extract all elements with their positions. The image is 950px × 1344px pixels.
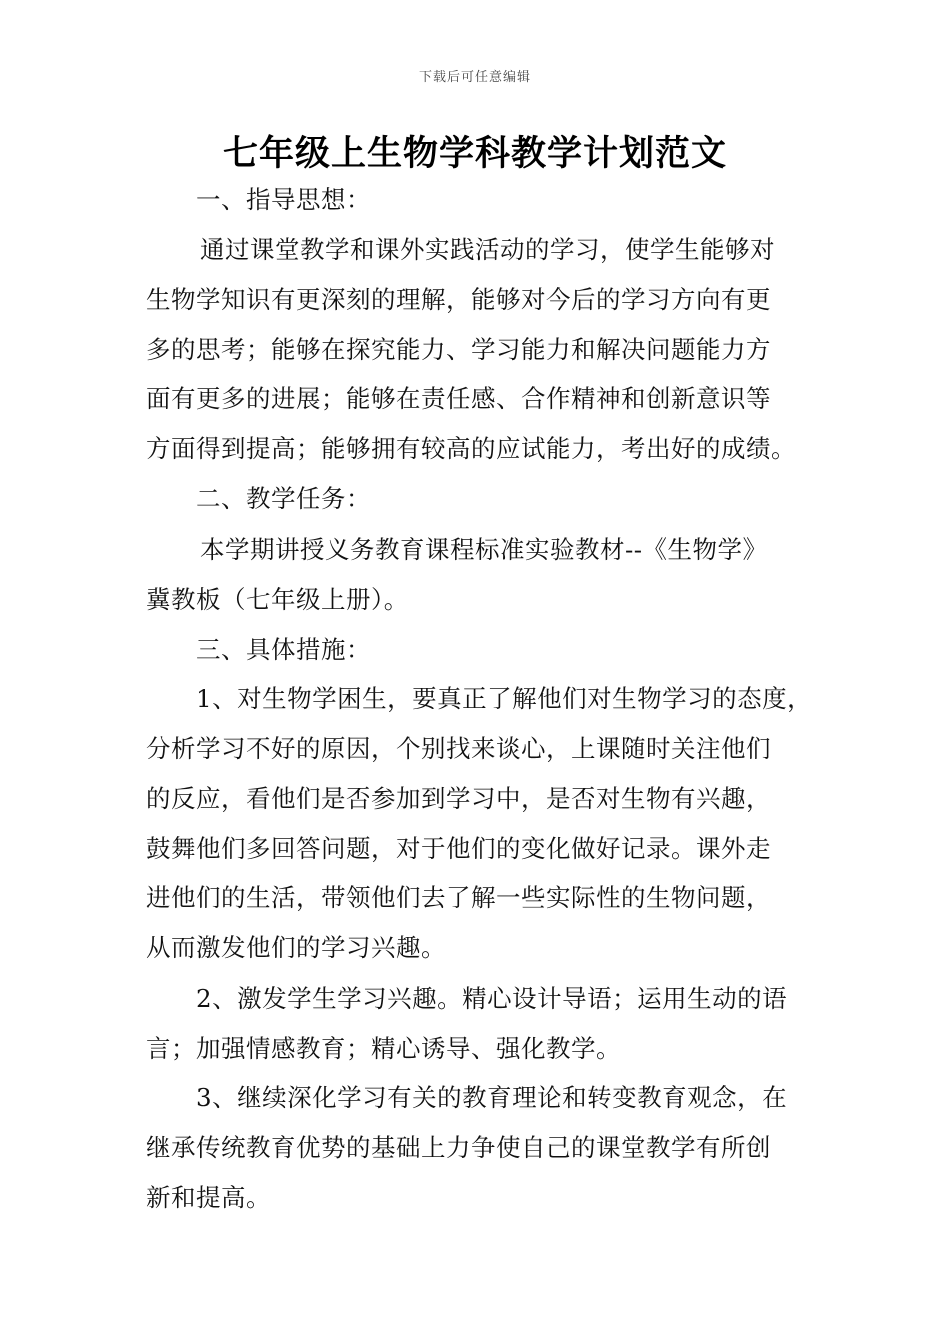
paragraph-line: 新和提高。 [146, 1183, 271, 1212]
paragraph-line: 冀教板（七年级上册）。 [146, 585, 409, 614]
paragraph-line: 继承传统教育优势的基础上力争使自己的课堂教学有所创 [146, 1133, 771, 1162]
paragraph-line: 3、继续深化学习有关的教育理论和转变教育观念，在 [196, 1083, 788, 1112]
section-heading-teaching-tasks: 二、教学任务： [196, 484, 371, 513]
paragraph-line: 从而激发他们的学习兴趣。 [146, 933, 446, 962]
paragraph-line: 多的思考；能够在探究能力、学习能力和解决问题能力方 [146, 335, 771, 364]
paragraph-line: 方面得到提高；能够拥有较高的应试能力，考出好的成绩。 [146, 434, 796, 463]
paragraph-line: 1、对生物学困生，要真正了解他们对生物学习的态度， [196, 684, 813, 713]
paragraph-line: 本学期讲授义务教育课程标准实验教材--《生物学》 [200, 535, 768, 564]
paragraph-line: 进他们的生活，带领他们去了解一些实际性的生物问题， [146, 883, 771, 912]
paragraph-line: 分析学习不好的原因，个别找来谈心，上课随时关注他们 [146, 734, 771, 763]
section-heading-guiding-ideology: 一、指导思想： [196, 185, 371, 214]
paragraph-line: 通过课堂教学和课外实践活动的学习，使学生能够对 [200, 235, 775, 264]
paragraph-line: 生物学知识有更深刻的理解，能够对今后的学习方向有更 [146, 285, 771, 314]
paragraph-line: 的反应，看他们是否参加到学习中，是否对生物有兴趣， [146, 784, 771, 813]
paragraph-line: 2、激发学生学习兴趣。精心设计导语；运用生动的语 [196, 984, 788, 1013]
section-heading-measures: 三、具体措施： [196, 635, 371, 664]
paragraph-line: 面有更多的进展；能够在责任感、合作精神和创新意识等 [146, 384, 771, 413]
document-title: 七年级上生物学科教学计划范文 [222, 133, 727, 174]
paragraph-line: 言；加强情感教育；精心诱导、强化教学。 [146, 1034, 621, 1063]
paragraph-line: 鼓舞他们多回答问题，对于他们的变化做好记录。课外走 [146, 834, 771, 863]
header-note: 下载后可任意编辑 [418, 70, 531, 85]
